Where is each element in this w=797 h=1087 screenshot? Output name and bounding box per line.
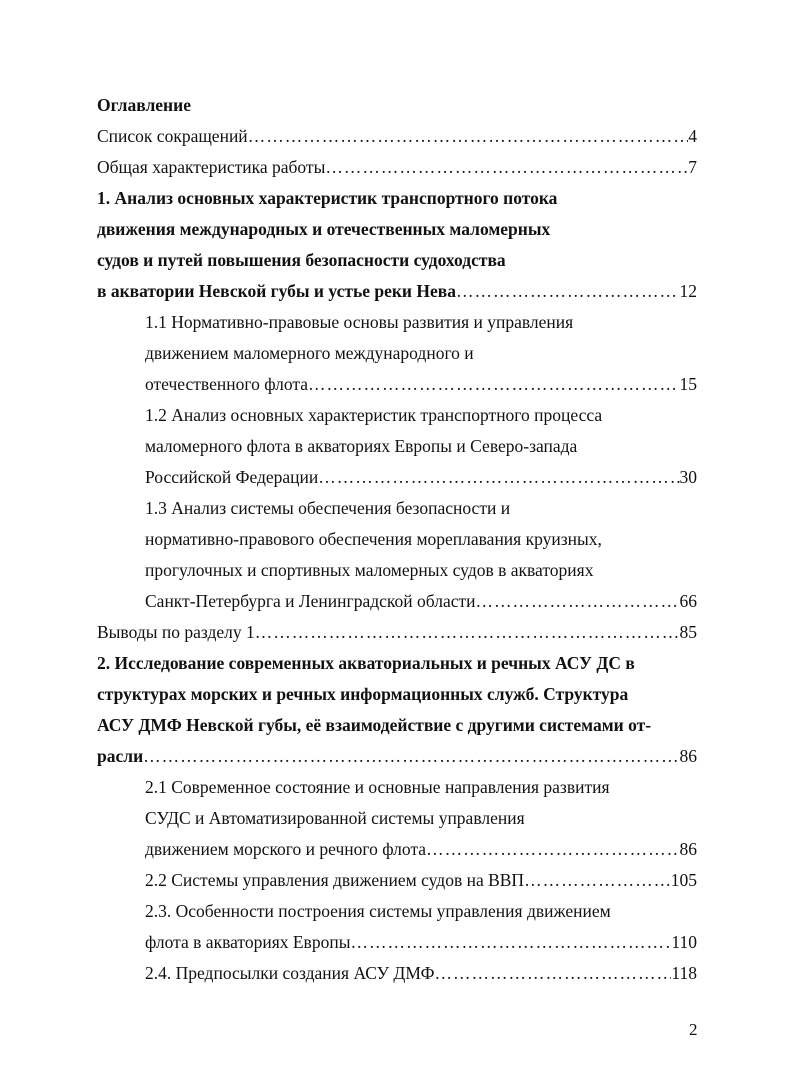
toc-entry-line: 1.1 Нормативно-правовые основы развития и управления bbox=[145, 312, 574, 332]
toc-page-number: 118 bbox=[671, 963, 697, 983]
toc-entry-general-characteristics[interactable] bbox=[97, 152, 697, 183]
toc-page-number: 85 bbox=[679, 622, 697, 642]
toc-entry-line bbox=[97, 741, 697, 772]
toc-entry-line: АСУ ДМФ Невской губы, её взаимодействие с другими системами от- bbox=[97, 715, 652, 735]
toc-entry-line bbox=[145, 865, 697, 896]
toc-title: Оглавление bbox=[97, 95, 191, 115]
toc-entry-line: маломерного флота в акваториях Европы и Северо-запада bbox=[145, 436, 578, 456]
toc-entry-line: 2.1 Современное состояние и основные направления развития bbox=[145, 777, 610, 797]
toc-entry-section-2-2[interactable] bbox=[145, 865, 697, 896]
dot-leader bbox=[143, 741, 679, 772]
toc-page-number: 30 bbox=[679, 467, 697, 487]
toc-entry-title: отечественного флота bbox=[145, 374, 308, 394]
toc-entry-line: судов и путей повышения безопасности судоходства bbox=[97, 250, 506, 270]
toc-entry-line: движением маломерного международного и bbox=[145, 343, 474, 363]
toc-entry-line bbox=[145, 927, 697, 958]
toc-entry-section-2-4[interactable] bbox=[145, 958, 697, 989]
toc-entry-line bbox=[145, 958, 697, 989]
toc-entry-line: 1.3 Анализ системы обеспечения безопасности и bbox=[145, 498, 511, 518]
toc-page-number: 4 bbox=[688, 126, 697, 146]
toc-entry-chapter-1[interactable] bbox=[97, 183, 697, 307]
toc-page-number: 86 bbox=[679, 746, 697, 766]
dot-leader bbox=[318, 462, 679, 493]
toc-entry-section-2-3[interactable] bbox=[145, 896, 697, 958]
dot-leader bbox=[350, 927, 671, 958]
toc-page-number: 66 bbox=[679, 591, 697, 611]
toc-entry-line: движения международных и отечественных маломерных bbox=[97, 219, 551, 239]
toc-entry-line bbox=[145, 834, 697, 865]
dot-leader bbox=[308, 369, 680, 400]
toc-entry-line bbox=[97, 152, 697, 183]
toc-entry-section-1-3[interactable] bbox=[145, 493, 697, 617]
toc-entry-title: Выводы по разделу 1 bbox=[97, 622, 255, 642]
dot-leader bbox=[456, 276, 680, 307]
dot-leader bbox=[255, 617, 680, 648]
toc-entry-section-1-2[interactable] bbox=[145, 400, 697, 493]
toc-entry-title: движением морского и речного флота bbox=[145, 839, 427, 859]
table-of-contents bbox=[97, 90, 697, 989]
toc-entry-line: 2. Исследование современных акваториальных и речных АСУ ДС в bbox=[97, 653, 635, 673]
toc-entry-line: СУДС и Автоматизированной системы управления bbox=[145, 808, 525, 828]
toc-page-number: 7 bbox=[688, 157, 697, 177]
page-number: 2 bbox=[689, 1020, 698, 1039]
dot-leader bbox=[325, 152, 688, 183]
toc-page-number: 15 bbox=[679, 374, 697, 394]
dot-leader bbox=[426, 834, 679, 865]
toc-page-number: 12 bbox=[679, 281, 697, 301]
toc-entry-line bbox=[145, 369, 697, 400]
toc-entry-title: в акватории Невской губы и устье реки Нева bbox=[97, 281, 456, 301]
toc-page-number: 110 bbox=[671, 932, 697, 952]
toc-entry-title: Список сокращений bbox=[97, 126, 248, 146]
toc-entry-line: 1. Анализ основных характеристик транспортного потока bbox=[97, 188, 558, 208]
toc-entry-section-1-1[interactable] bbox=[145, 307, 697, 400]
toc-entry-line: нормативно-правового обеспечения мореплавания круизных, bbox=[145, 529, 602, 549]
toc-entry-title: флота в акваториях Европы bbox=[145, 932, 351, 952]
toc-entry-line bbox=[97, 617, 697, 648]
toc-entry-line bbox=[97, 121, 697, 152]
dot-leader bbox=[248, 121, 689, 152]
toc-entry-chapter-2[interactable] bbox=[97, 648, 697, 772]
toc-entry-conclusions-1[interactable] bbox=[97, 617, 697, 648]
toc-entry-line bbox=[97, 276, 697, 307]
toc-entry-title: Общая характеристика работы bbox=[97, 157, 326, 177]
toc-entry-abbreviations[interactable] bbox=[97, 121, 697, 152]
toc-entry-line bbox=[145, 462, 697, 493]
toc-entry-title: 2.4. Предпосылки создания АСУ ДМФ bbox=[145, 963, 435, 983]
toc-entry-line: 2.3. Особенности построения системы управления движением bbox=[145, 901, 611, 921]
toc-entry-line: 1.2 Анализ основных характеристик транспортного процесса bbox=[145, 405, 603, 425]
toc-entry-title: расли bbox=[97, 746, 144, 766]
toc-page-number: 105 bbox=[670, 870, 697, 890]
toc-page-number: 86 bbox=[679, 839, 697, 859]
toc-entry-line bbox=[145, 586, 697, 617]
dot-leader bbox=[524, 865, 671, 896]
dot-leader bbox=[435, 958, 672, 989]
dot-leader bbox=[476, 586, 680, 617]
toc-entry-line: структурах морских и речных информационных служб. Структура bbox=[97, 684, 629, 704]
toc-entry-section-2-1[interactable] bbox=[145, 772, 697, 865]
toc-entry-line: прогулочных и спортивных маломерных судов в акваториях bbox=[145, 560, 594, 580]
toc-entry-title: Санкт-Петербурга и Ленинградской области bbox=[145, 591, 476, 611]
toc-entry-title: Российской Федерации bbox=[145, 467, 319, 487]
toc-entry-title: 2.2 Системы управления движением судов на ВВП bbox=[145, 870, 525, 890]
